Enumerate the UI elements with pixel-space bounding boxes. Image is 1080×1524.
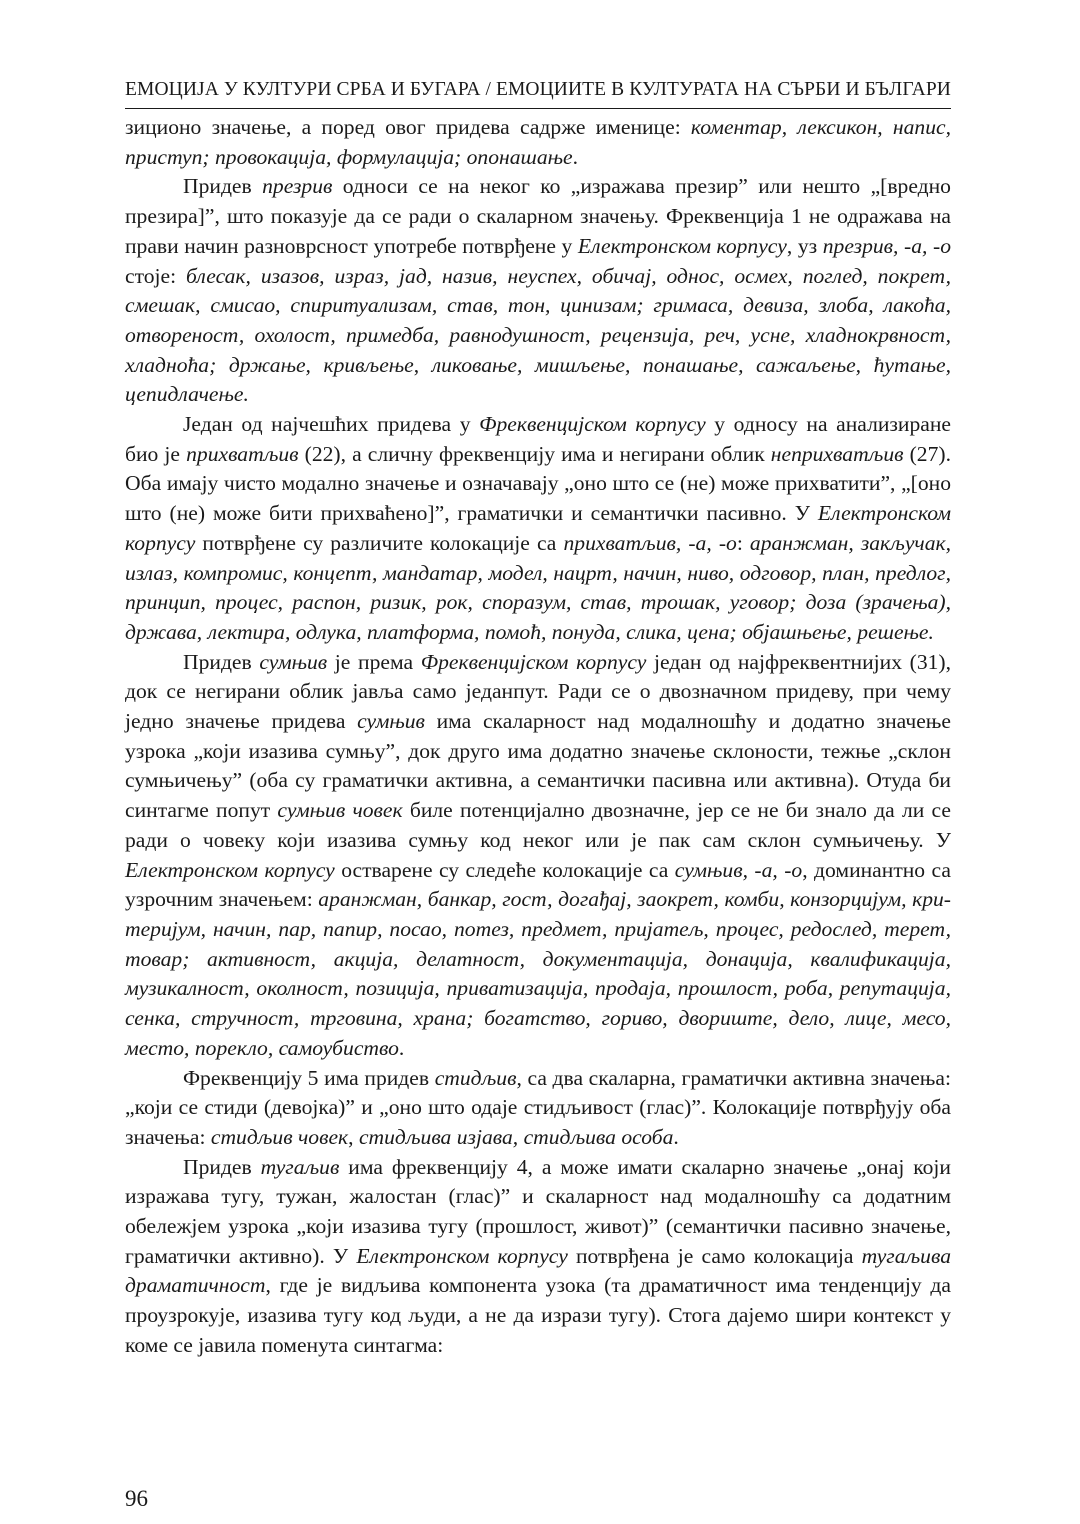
text-run: Придев: [183, 1154, 261, 1179]
text-run: потврђене су различите колокације са: [195, 530, 564, 555]
italic-run: стидљив: [434, 1065, 517, 1090]
text-run: (27). Оба имају чисто модално значење и означавају „оно што се (не) може прихватити”, „[оно што (не) може бити прихваћено]”, граматички и семантички пасивно. У: [125, 441, 951, 526]
text-run: , доминантно са узрочним значењем:: [125, 857, 951, 912]
paragraph-2: [125, 172, 951, 410]
paragraph-6: [125, 1153, 951, 1361]
italic-run: сумњив човек: [277, 798, 403, 823]
text-run: :: [736, 530, 750, 555]
text-run: остварене су следеће колокације са: [334, 857, 675, 882]
text-run: потврђена је само колокација: [567, 1243, 862, 1268]
text-run: има скаларност над модалношћу и додатно значење узрока „који изазива сумњу”, док друго има додатно значење склоности, тежње „склон сумњичењу” (оба су граматички активна, а семантички пасивна или активна). Отуда би синтагме попут: [125, 709, 951, 823]
italic-run: сумњив: [259, 649, 328, 674]
italic-run: прихватљив: [186, 441, 299, 466]
italic-run: тугаљив: [260, 1154, 340, 1179]
paragraph-4: [125, 648, 951, 1064]
paragraph-1: [125, 113, 951, 172]
text-run: .: [673, 1124, 679, 1149]
italic-run: Електронском корпусу: [356, 1243, 568, 1268]
italic-run: блесак, изазов, израз, јад, назив, неуспех, обичај, однос, осмех, поглед, покрет, смешак, смисао, спиритуализам, став, тон, цинизам; гримаса, девиза, злоба, лакоћа, отвореност, охолост, примедба, равнодушност, рецензија, реч, усне, хладнокрвност, хладноћа; држање, кривљење: [125, 263, 951, 377]
italic-run: презрив: [262, 174, 333, 199]
italic-run: Електронском корпусу: [125, 501, 951, 555]
text-run: (22), а сличну фреквенцију има и негирани облик: [298, 441, 771, 466]
text-run: .: [572, 144, 578, 169]
text-run: један од најфреквентнијих (31), док се негирани облик јавља само једанпут. Ради се о двозначном придеву, при чему једно значење придева: [125, 649, 952, 734]
italic-run: стидљива изјава, стидљива особа: [358, 1124, 674, 1149]
page-number: 96: [125, 1486, 148, 1511]
text-run: , где је видљива компонента узока (та драматичност има тенденцију да проузрокује, изазива тугу код људи, а не да изрази тугу). Стога дајемо шири контекст у коме се јавила поменута синтагма:: [125, 1273, 951, 1357]
italic-run: сумњив: [357, 709, 425, 734]
italic-run: презрив, -а, -о: [822, 233, 951, 258]
text-run: , уз: [786, 233, 823, 258]
italic-run: Електронском корпусу: [125, 857, 335, 882]
text-run: биле потенцијално двозначне, јер се не би знало да ли се ради о човеку који изазива сумњу код неког или је пак сам склон сумњичењу. У: [125, 798, 951, 852]
text-run: .: [398, 1035, 405, 1060]
italic-run: Фреквенцијском корпусу: [420, 649, 647, 674]
text-run: односи се на неког ко „изражава презир” или нешто „[вредно презира]”, што показује да се ради о скаларном значењу. Фреквенција 1 не одражава на прави начин разноврсност употребе потврђене у: [125, 174, 951, 258]
running-head: ЕМОЦИЈА У КУЛТУРИ СРБА И БУГАРА / ЕМОЦИИТЕ В КУЛТУРАТА НА СЪРБИ И БЪЛГАРИ: [125, 78, 951, 109]
text-run: стоје:: [125, 263, 187, 288]
text-run: је према: [327, 649, 421, 674]
book-page: [125, 78, 951, 1361]
italic-run: аранжман, закључак, излаз, компромис, концепт, мандатар, модел, нацрт, начин, ниво, одговор, план, предлог, принцип, процес, распон, ризик, рок, споразум, став, трошак, уговор; доза (зрачења), држава, лектира, одлука, платформа, помоћ, понуда, слика, цена; објашњење, решење.: [125, 530, 952, 644]
text-run: Придев: [183, 174, 263, 199]
italic-run: неприхватљив: [770, 441, 904, 466]
text-run: ,: [348, 1124, 359, 1149]
italic-run: стидљив човек: [210, 1124, 349, 1149]
text-run: Придев: [183, 649, 260, 674]
paragraph-3: [125, 410, 951, 648]
text-run: ,: [413, 352, 432, 377]
text-run: , са два скаларна, граматички активна значења: „који се стиди (девојка)” и „оно што одаје стидљивост (глас)”. Колокације потврђују оба значења:: [125, 1065, 952, 1149]
text-run: зиционо значење, а поред овог придева садрже именице:: [125, 115, 691, 139]
italic-run: сумњив, -а, -о: [674, 857, 803, 882]
italic-run: Фреквенцијском корпусу: [479, 412, 706, 437]
text-run: Фреквенцију 5 има придев: [183, 1065, 435, 1090]
italic-run: прихватљив, -а, -о: [563, 530, 737, 555]
text-run: Један од најчешћих придева у: [183, 412, 480, 437]
italic-run: Електронском корпусу: [577, 233, 787, 258]
text-run: у односу на анализиране био је: [125, 412, 952, 466]
italic-run: тугаљива драматичност: [125, 1243, 951, 1298]
body-text: [125, 113, 951, 1361]
italic-run: ликовање, мишљење, понашање, сажаљење, ћутање, цепидлачење.: [125, 352, 951, 407]
paragraph-5: [125, 1064, 951, 1153]
italic-run: аранжман, банкар, гост, догађај, заокрет, комби, конзорцијум, критеријум, начин, пар, папир, посао, потез, предмет, пријатељ, процес, редослед, терет, товар; активност, акција, делатност, документација, донација, квалификација, музикалност, околност, позиција, приватизација, продаја, прошлост, роба, репутација, сенка, стручност, трговина, храна; богатство, гориво, двориште, дело, лице, месо, место, порекло, самоубиство: [125, 887, 951, 1060]
italic-run: коментар, лексикон, напис, приступ; провокација, формулација; опонашање: [125, 115, 952, 169]
text-run: има фреквенцију 4, а може имати скаларно значење „онај који изражава тугу, тужан, жалостан (глас)” и скаларност над модалношћу са додатним обележјем узрока „који изазива тугу (прошлост, живот)” (семантички пасивно значење, граматички активно). У: [125, 1154, 951, 1268]
